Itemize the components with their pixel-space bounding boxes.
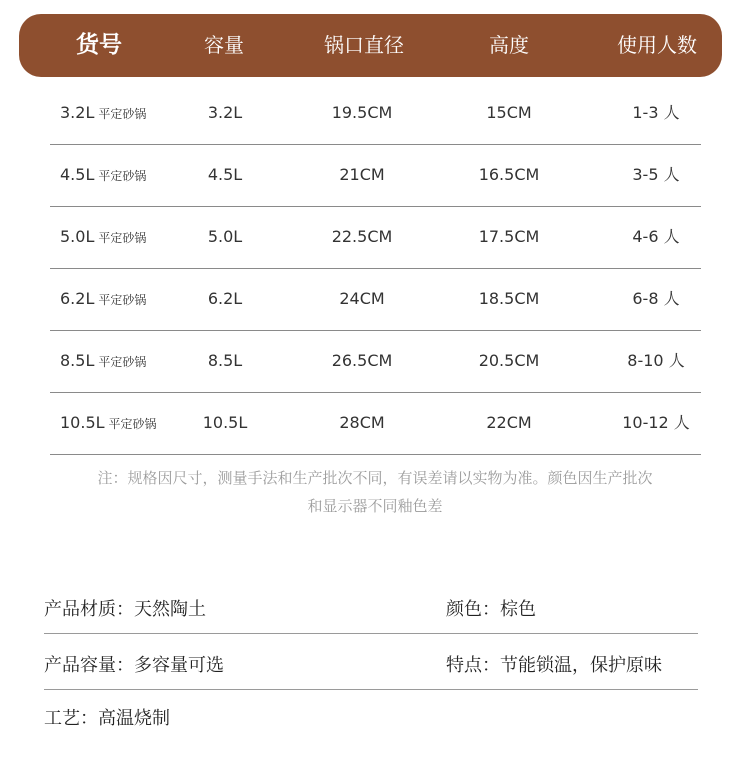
spec-label: 产品材质： <box>44 599 134 620</box>
table-row <box>50 392 701 455</box>
disclaimer-line-1: 注：规格因尺寸，测量手法和生产批次不同，有误差请以实物为准。颜色因生产批次 <box>97 469 653 487</box>
header-capacity: 容量 <box>204 33 244 57</box>
model-value: 8.5L <box>60 351 95 370</box>
spec-label: 特点： <box>446 655 500 676</box>
table-row <box>50 144 701 207</box>
table-row <box>50 330 701 393</box>
capacity-cell: 6.2L <box>207 289 243 308</box>
people-cell: 3-5 人 <box>632 165 680 184</box>
height-cell: 20.5CM <box>478 351 540 370</box>
table-row <box>50 206 701 269</box>
diameter-cell: 28CM <box>339 413 385 432</box>
height-cell: 22CM <box>486 413 532 432</box>
header-model: 货号 <box>76 32 122 58</box>
height-cell: 17.5CM <box>478 227 540 246</box>
height-cell: 18.5CM <box>478 289 540 308</box>
spec-material <box>44 595 206 621</box>
model-note: 平定砂锅 <box>98 293 147 307</box>
spec-value: 节能锁温，保护原味 <box>500 655 662 676</box>
divider <box>44 689 698 690</box>
people-cell: 6-8 人 <box>632 289 680 308</box>
spec-feature <box>446 651 662 677</box>
height-cell: 16.5CM <box>478 165 540 184</box>
diameter-cell: 21CM <box>339 165 385 184</box>
diameter-cell: 22.5CM <box>331 227 393 246</box>
model-note: 平定砂锅 <box>98 169 147 183</box>
diameter-cell: 26.5CM <box>331 351 393 370</box>
model-value: 6.2L <box>60 289 95 308</box>
people-cell: 1-3 人 <box>632 103 680 122</box>
people-cell: 4-6 人 <box>632 227 680 246</box>
capacity-cell: 10.5L <box>202 413 248 432</box>
spec-capacity <box>44 651 224 677</box>
disclaimer-line-2: 和显示器不同釉色差 <box>307 497 443 515</box>
table-row <box>50 82 701 145</box>
capacity-cell: 3.2L <box>207 103 243 122</box>
model-note: 平定砂锅 <box>98 231 147 245</box>
capacity-cell: 4.5L <box>207 165 243 184</box>
model-note: 平定砂锅 <box>108 417 157 431</box>
table-header <box>19 14 722 77</box>
model-note: 平定砂锅 <box>98 355 147 369</box>
model-value: 10.5L <box>60 413 105 432</box>
header-height: 高度 <box>489 33 529 57</box>
spec-label: 颜色： <box>446 599 500 620</box>
spec-color <box>446 595 536 621</box>
spec-label: 工艺： <box>44 708 98 729</box>
people-cell: 8-10 人 <box>627 351 685 370</box>
diameter-cell: 24CM <box>339 289 385 308</box>
model-value: 5.0L <box>60 227 95 246</box>
header-diameter: 锅口直径 <box>324 33 404 57</box>
spec-value: 高温烧制 <box>98 708 170 729</box>
spec-value: 棕色 <box>500 599 536 620</box>
divider <box>44 633 698 634</box>
header-people: 使用人数 <box>617 33 697 57</box>
spec-value: 天然陶土 <box>134 599 206 620</box>
model-value: 4.5L <box>60 165 95 184</box>
model-note: 平定砂锅 <box>98 107 147 121</box>
model-value: 3.2L <box>60 103 95 122</box>
diameter-cell: 19.5CM <box>331 103 393 122</box>
spec-value: 多容量可选 <box>134 655 224 676</box>
height-cell: 15CM <box>486 103 532 122</box>
spec-label: 产品容量： <box>44 655 134 676</box>
people-cell: 10-12 人 <box>622 413 690 432</box>
capacity-cell: 5.0L <box>207 227 243 246</box>
table-row <box>50 268 701 331</box>
capacity-cell: 8.5L <box>207 351 243 370</box>
spec-craft <box>44 704 170 730</box>
